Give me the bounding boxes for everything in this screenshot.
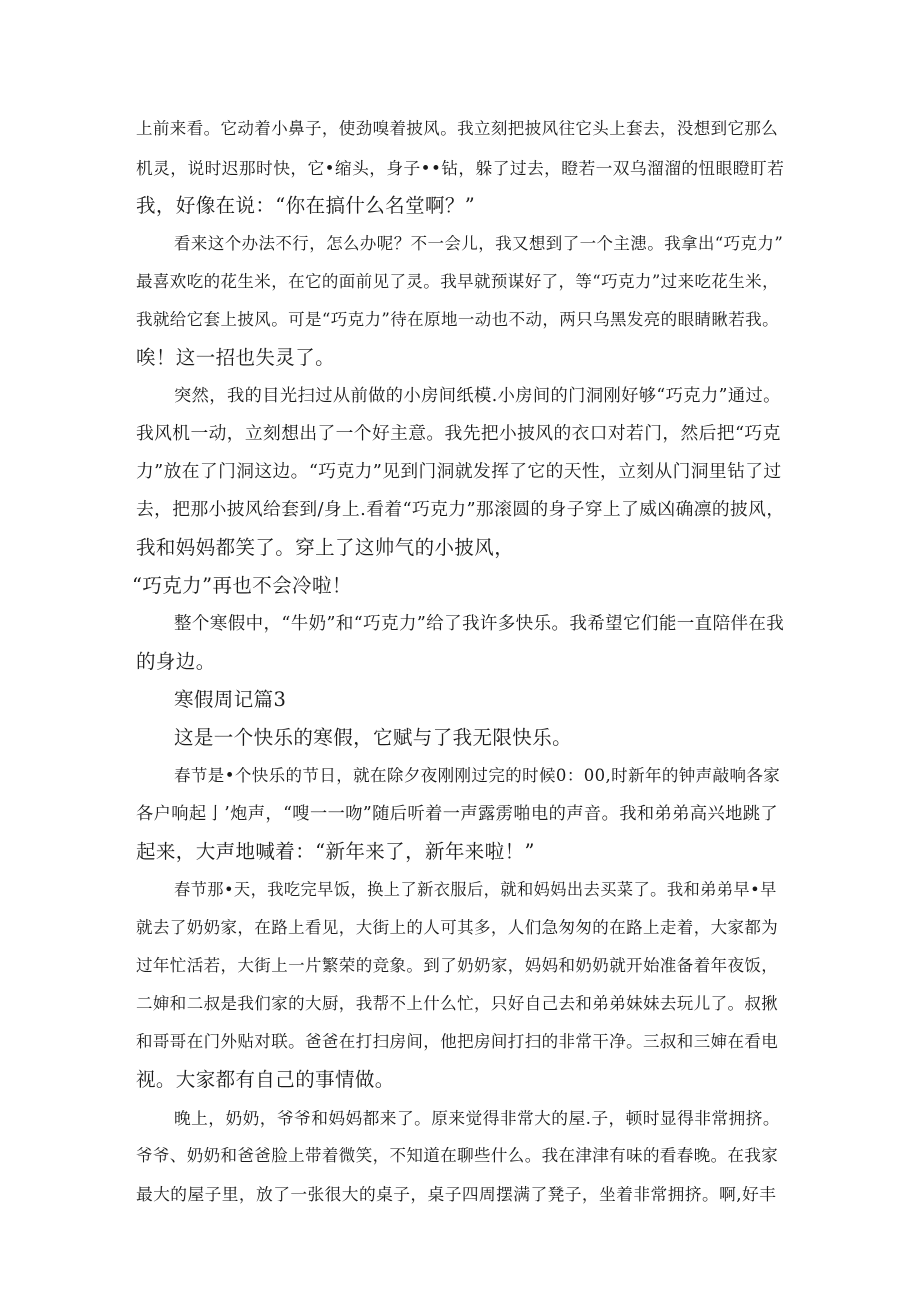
text-line: 力”放在了门洞这边。“巧克力”见到门洞就发挥了它的天性，立刻从门洞里钻了过 — [136, 462, 782, 482]
text-line: 最喜欢吃的花生米，在它的面前见了灵。我早就预谋好了，等“巧克力”过来吃花生米， — [136, 272, 779, 291]
text-line: 这是一个快乐的寒假，它赋与了我无限快乐。 — [174, 726, 573, 749]
text-line: 上前来看。它动着小鼻子，使劲嗅着披风。我立刻把披风往它头上套去，没想到它那么 — [136, 119, 779, 138]
text-line: 视。大家都有自己的事情做。 — [136, 1068, 395, 1091]
section-heading: 寒假周记篇3 — [174, 688, 287, 711]
text-line: 的身边。 — [136, 650, 216, 673]
text-line: 最大的屋子里，放了一张很大的桌子，桌子四周摆满了凳子，坐着非常拥挤。啊,好丰 — [136, 1184, 777, 1204]
text-line: 起来，大声地喊着：“新年来了，新年来啦！” — [136, 840, 535, 863]
text-line: 二婶和二叔是我们家的大厨，我帮不上什么忙，只好自己去和弟弟妹妹去玩儿了。叔揪 — [136, 994, 779, 1013]
text-line: 我风机一动，立刻想出了一个好主意。我先把小披风的衣口对若门，然后把“巧克 — [136, 424, 781, 444]
text-line: 爷爷、奶奶和爸爸脸上带着微笑，不知道在聊些什么。我在津津有味的看春晚。在我家 — [136, 1146, 779, 1165]
text-line: “巧克力”再也不会冷啦！ — [132, 574, 352, 597]
text-line: 整个寒假中，“牛奶”和“巧克力”给了我许多快乐。我希望它们能一直陪伴在我 — [174, 614, 785, 634]
text-line: 就去了奶奶家，在路上看见，大街上的人可其多，人们急匆匆的在路上走着，大家都为 — [136, 918, 779, 937]
text-line: 过年忙活若，大街上一片繁荣的竞象。到了奶奶家，妈妈和奶奶就开始准备着年夜饭， — [136, 956, 779, 975]
text-line: 唉！这一招也失灵了。 — [136, 346, 336, 369]
text-line: 我就给它套上披风。可是“巧克力”待在原地一动也不动，两只乌黑发亮的眼睛瞅若我。 — [136, 310, 779, 329]
text-line: 看来这个办法不行，怎么办呢？不一会儿，我又想到了一个主漶。我拿出“巧克力” — [174, 234, 784, 253]
text-line: 春节那•天，我吃完早饭，换上了新衣服后，就和妈妈出去买菜了。我和弟弟早•早 — [174, 880, 777, 899]
text-line: 春节是•个快乐的节日，就在除夕夜刚刚过完的时候0：00,时新年的钟声敲响各家 — [174, 766, 781, 785]
text-line: 突然，我的目光扫过从前做的小房间纸模.小房间的门洞刚好够“巧克力”通过。 — [174, 386, 781, 406]
text-line: 机灵，说时迟那时快，它•缩头，身子••钻，躲了过去，瞪若一双乌溜溜的忸眼瞪盯若 — [136, 158, 785, 178]
text-line: 我和妈妈都笑了。穿上了这帅气的小披风， — [136, 536, 515, 559]
text-line: 我，好像在说：“你在搞什么名堂啊？” — [136, 194, 476, 217]
text-line: 各户响起亅’炮声，“嗖一一吻”随后听着一声露雳啪电的声音。我和弟弟高兴地跳了 — [136, 804, 779, 824]
text-line: 和哥哥在门外贴对联。爸爸在打扫房间，他把房间打扫的非常干净。三叔和三婶在看电 — [136, 1032, 779, 1051]
text-line: 晚上，奶奶，爷爷和妈妈都来了。原来觉得非常大的屋.子，顿时显得非常拥挤。 — [174, 1108, 780, 1128]
text-line: 去，把那小披风给套到/身上.看着“巧克力”那滚圆的身子穿上了威凶确凛的披风， — [136, 500, 785, 520]
